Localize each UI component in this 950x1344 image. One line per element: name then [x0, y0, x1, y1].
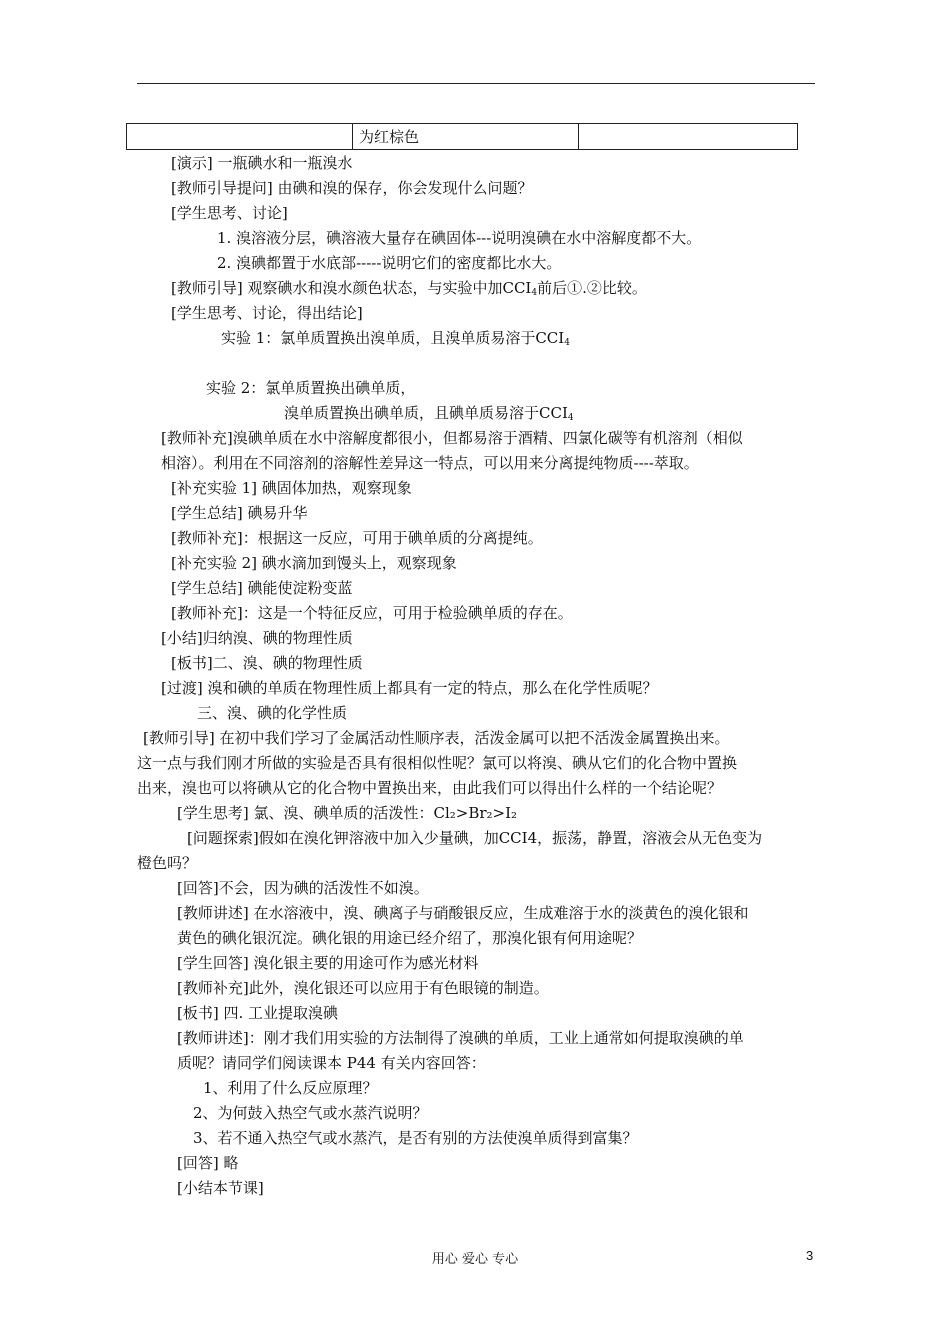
section-heading: 三、溴、碘的化学性质 — [197, 704, 348, 722]
subscript: 4 — [567, 413, 574, 423]
header-rule — [137, 83, 815, 84]
table-row — [127, 124, 798, 150]
list-item: 1、利用了什么反应原理？ — [203, 1079, 378, 1097]
table-cell — [127, 124, 353, 150]
text-line: [演示] 一瓶碘水和一瓶溴水 — [171, 154, 353, 172]
text-line: 质呢？请同学们阅读课本 P44 有关内容回答： — [177, 1054, 486, 1072]
table-fragment — [126, 123, 798, 150]
page-number: 3 — [806, 1248, 814, 1263]
list-item: 3、若不通入热空气或水蒸汽，是否有别的方法使溴单质得到富集？ — [193, 1129, 638, 1147]
text-line: [补充实验 2] 碘水滴加到馒头上，观察现象 — [171, 554, 457, 572]
text-line: [回答] 略 — [177, 1154, 239, 1172]
text-line — [284, 403, 574, 423]
text-line: [补充实验 1] 碘固体加热，观察现象 — [171, 479, 412, 497]
table-cell — [579, 124, 798, 150]
text-line: [学生思考、讨论，得出结论] — [171, 304, 363, 322]
text-segment: 前后①.②比较。 — [537, 279, 647, 297]
table-cell: 为红棕色 — [353, 124, 579, 150]
text-line: [过渡] 溴和碘的单质在物理性质上都具有一定的特点，那么在化学性质呢？ — [161, 679, 658, 697]
text-line: [教师引导提问] 由碘和溴的保存，你会发现什么问题？ — [171, 179, 533, 197]
text-line: 黄色的碘化银沉淀。碘化银的用途已经介绍了，那溴化银有何用途呢？ — [177, 929, 643, 947]
text-line: 出来，溴也可以将碘从它的化合物中置换出来，由此我们可以得出什么样的一个结论呢？ — [137, 779, 723, 797]
text-segment: 溴单质置换出碘单质，且碘单质易溶于CCI — [284, 404, 568, 422]
text-line: [学生回答] 溴化银主要的用途可作为感光材料 — [177, 954, 479, 972]
text-line: 相溶）。利用在不同溶剂的溶解性差异这一特点，可以用来分离提纯物质----萃取。 — [161, 454, 699, 472]
text-line: [教师引导] 在初中我们学习了金属活动性顺序表，活泼金属可以把不活泼金属置换出来。 — [143, 729, 730, 747]
text-line: [教师讲述]：刚才我们用实验的方法制得了溴碘的单质，工业上通常如何提取溴碘的单 — [177, 1029, 744, 1047]
text-line: [教师补充]溴碘单质在水中溶解度都很小，但都易溶于酒精、四氯化碳等有机溶剂（相似 — [161, 429, 743, 447]
text-line: [教师补充]：根据这一反应，可用于碘单质的分离提纯。 — [171, 529, 543, 547]
list-item: 2、为何鼓入热空气或水蒸汽说明？ — [193, 1104, 428, 1122]
text-line: [教师补充]：这是一个特征反应，可用于检验碘单质的存在。 — [171, 604, 573, 622]
text-line: [学生总结] 碘易升华 — [171, 504, 308, 522]
subscript: 4 — [531, 288, 538, 298]
text-line: [教师补充]此外，溴化银还可以应用于有色眼镜的制造。 — [177, 979, 549, 997]
text-line: [问题探索]假如在溴化钾溶液中加入少量碘，加CCI4，振荡，静置，溶液会从无色变为 — [187, 829, 763, 847]
list-item: 2. 溴碘都置于水底部-----说明它们的密度都比水大。 — [217, 254, 562, 272]
text-line: 这一点与我们刚才所做的实验是否具有很相似性呢？氯可以将溴、碘从它们的化合物中置换 — [137, 754, 738, 772]
text-line: [板书] 四. 工业提取溴碘 — [177, 1004, 339, 1022]
text-line: 实验 2：氯单质置换出碘单质， — [206, 379, 416, 397]
text-line: [学生思考] 氯、溴、碘单质的活泼性：Cl₂>Br₂>I₂ — [177, 804, 518, 822]
footer-motto: 用心 爱心 专心 — [431, 1252, 519, 1267]
text-line: [回答]不会，因为碘的活泼性不如溴。 — [177, 879, 429, 897]
text-line: [学生思考、讨论] — [171, 204, 288, 222]
text-line: [小结]归纳溴、碘的物理性质 — [161, 629, 353, 647]
text-line: 橙色吗？ — [137, 854, 198, 872]
text-line — [221, 328, 570, 348]
text-line: [小结本节课] — [177, 1179, 264, 1197]
text-line: [板书]二、溴、碘的物理性质 — [171, 654, 363, 672]
text-line — [171, 278, 647, 298]
text-line: [教师讲述] 在水溶液中，溴、碘离子与硝酸银反应，生成难溶于水的淡黄色的溴化银和 — [177, 904, 749, 922]
text-line: [学生总结] 碘能使淀粉变蓝 — [171, 579, 353, 597]
list-item: 1. 溴溶液分层，碘溶液大量存在碘固体---说明溴碘在水中溶解度都不大。 — [217, 229, 702, 247]
subscript: 4 — [564, 338, 570, 348]
text-segment: [教师引导] 观察碘水和溴水颜色状态，与实验中加CCI — [171, 279, 532, 297]
text-segment: 实验 1：氯单质置换出溴单质，且溴单质易溶于CCI — [221, 329, 565, 347]
